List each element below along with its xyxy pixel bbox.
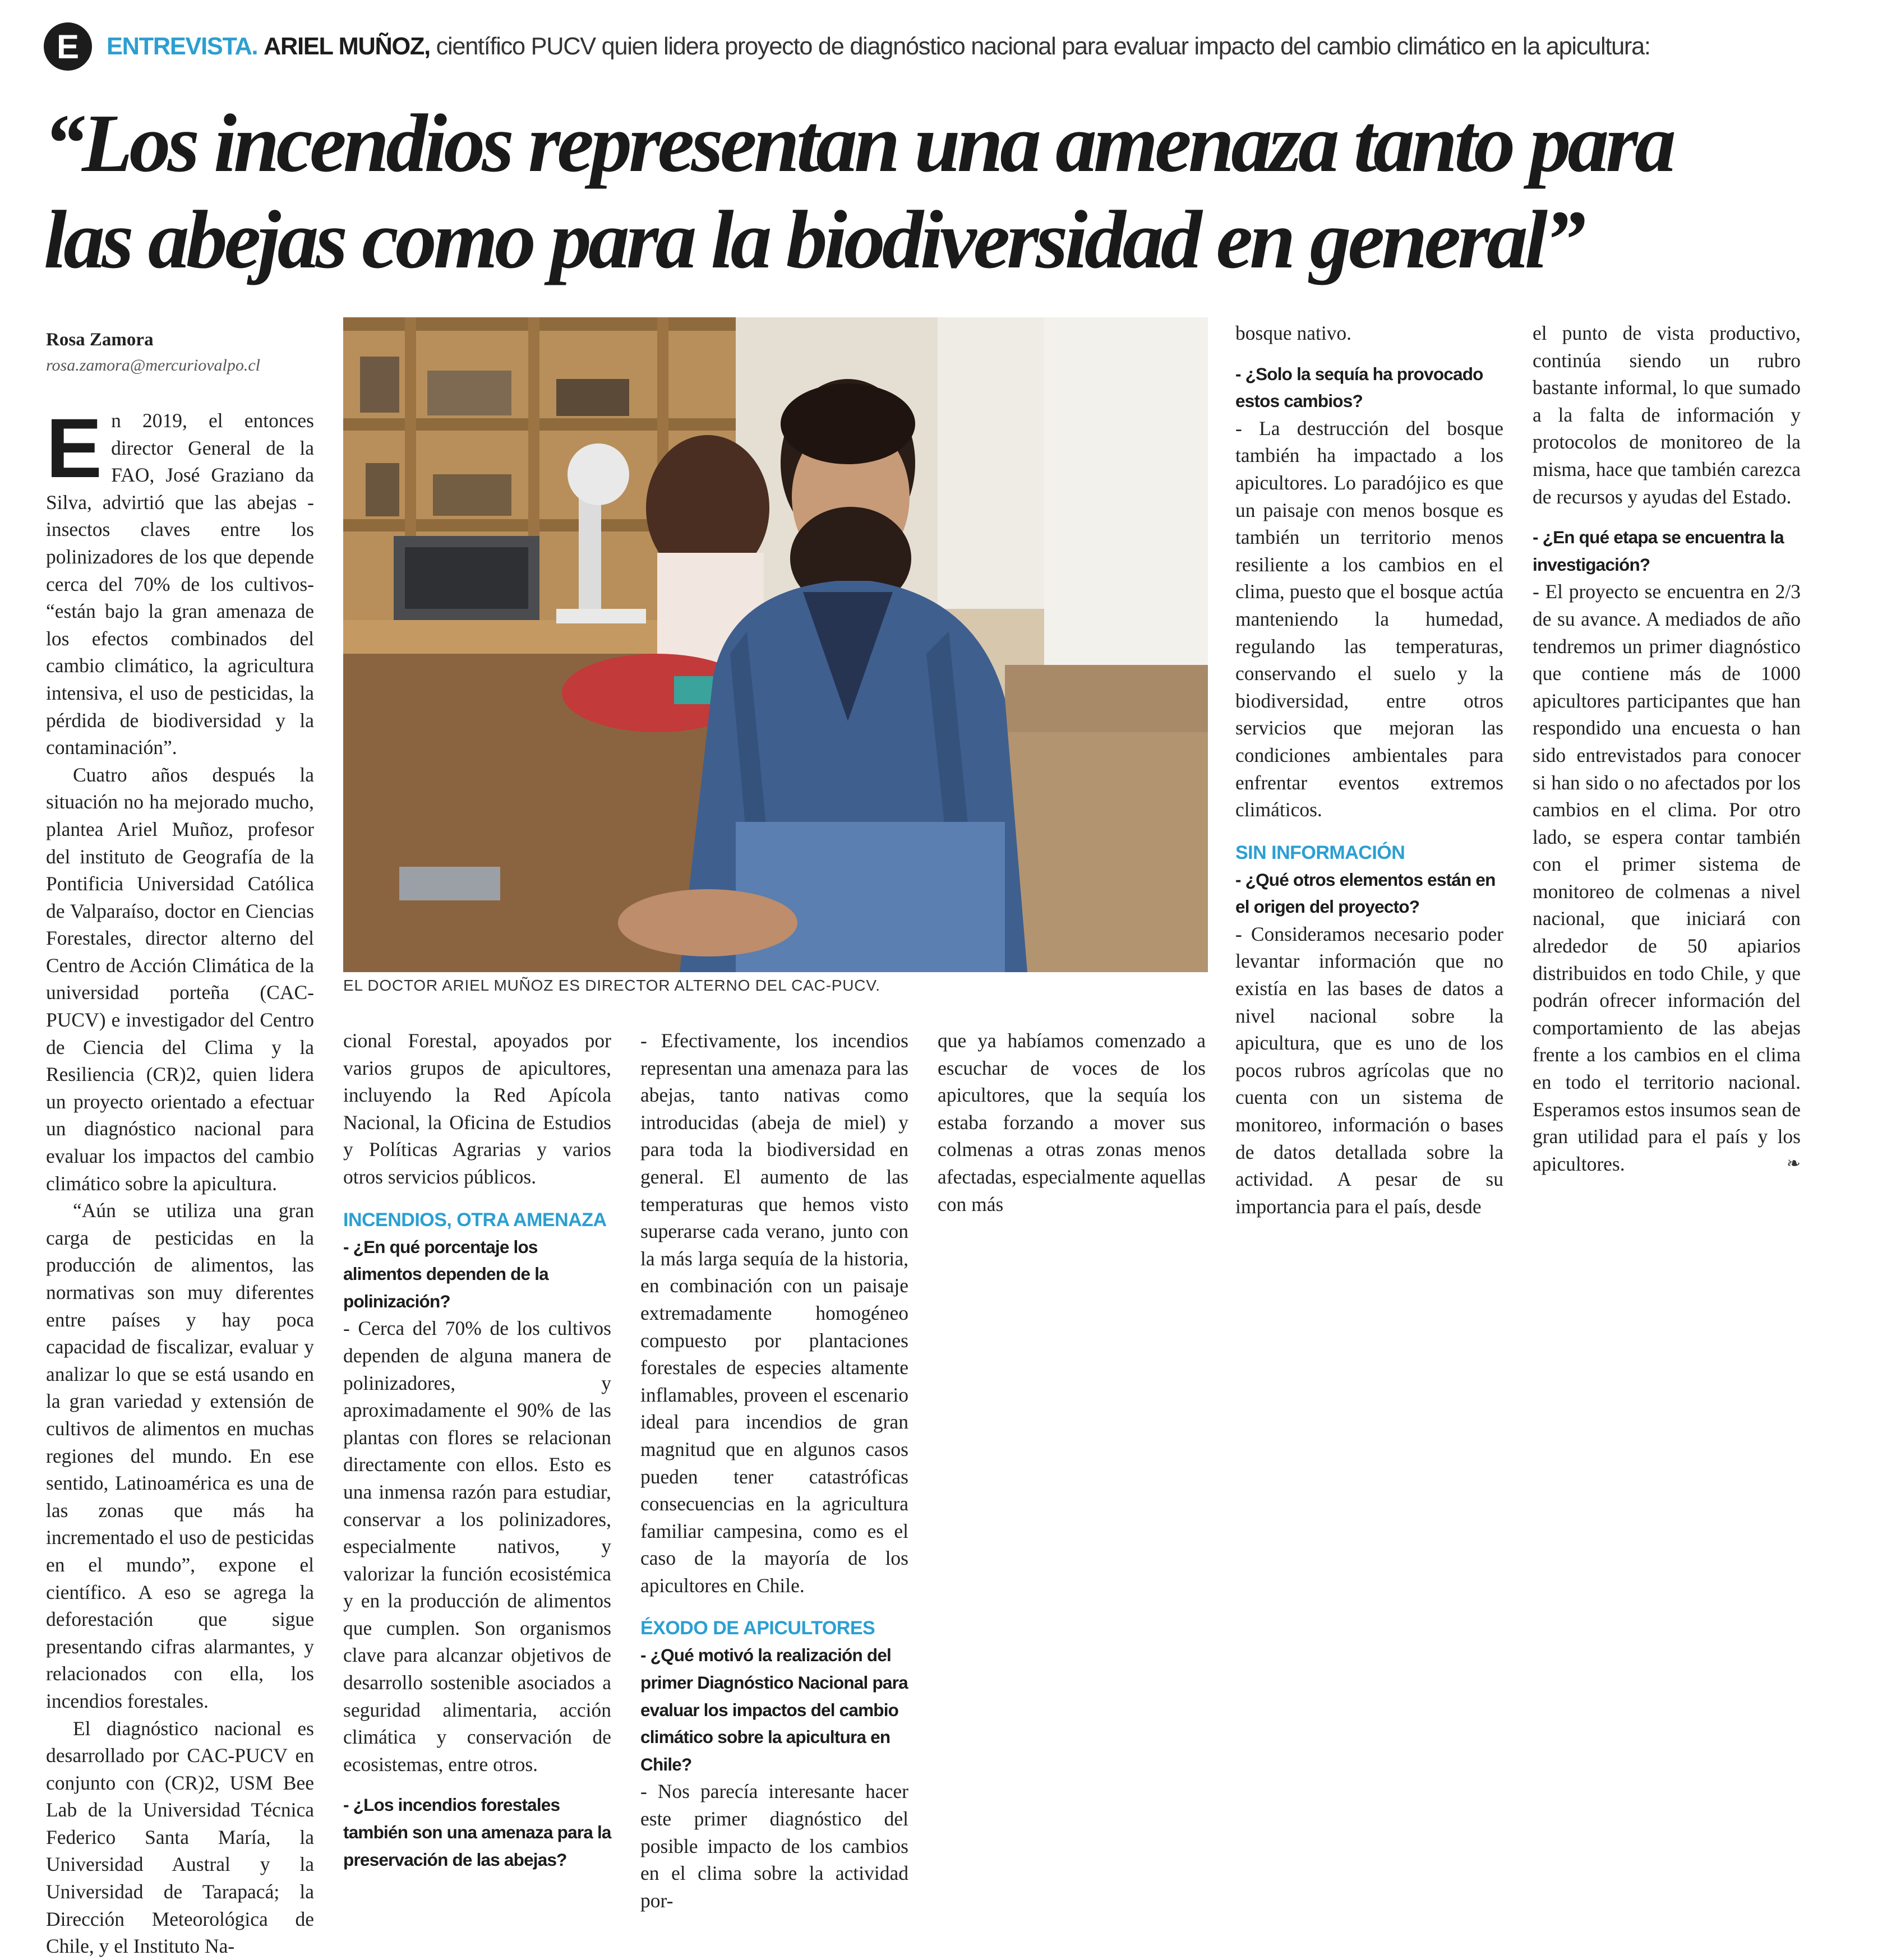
end-mark-icon: ❧: [1786, 1153, 1801, 1173]
question: - ¿Solo la sequía ha provocado estos cambios?: [1235, 363, 1483, 412]
photo-caption: EL DOCTOR ARIEL MUÑOZ ES DIRECTOR ALTERNO DEL CAC-PUCV.: [343, 977, 880, 994]
answer: - Efectivamente, los incendios representan una amenaza para las abejas, tanto nativas como introducidas (abeja de miel) y para toda la biodiversidad en general. El aumento de las temperaturas que hemos visto superarse cada verano, junto con la más larga sequía de la historia, en combinación con un paisaje extremadamente homogéneo compuesto por plantaciones forestales de especies altamente inflamables, proveen el escenario ideal para incendios de gran magnitud que en algunos casos pueden tener catastróficas consecuencias en la agricultura familiar campesina, como es el caso de la mayoría de los apicultores en Chile.: [640, 1029, 908, 1597]
paragraph: [46, 401, 314, 761]
article-column-5: [1235, 320, 1503, 1220]
paragraph: El diagnóstico nacional es desarrollado por CAC-PUCV en conjunto con (CR)2, USM Bee Lab de la Universidad Técnica Federico Santa María, la Universidad Austral y la Universidad de Tarapacá; la Dirección Meteorológica de Chile, y el Instituto Na-: [46, 1717, 314, 1958]
answer: - Cerca del 70% de los cultivos dependen de alguna manera de polinizadores, y aproximadamente el 90% de las plantas con flores se relacionan directamente con ellos. Esto es una inmensa razón para estudiar, conservar a los polinizadores, especialmente nativos, y valorizar la función ecosistémica y en la producción de alimentos que cumplen. Son organismos clave para alcanzar objetivos de desarrollo sostenible asociados a seguridad alimentaria, acción climática y conservación de ecosistemas, entre otros.: [343, 1317, 611, 1776]
subheading: INCENDIOS, OTRA AMENAZA: [343, 1209, 607, 1231]
author-email: rosa.zamora@mercuriovalpo.cl: [46, 356, 261, 375]
question: - ¿Qué otros elementos están en el origen del proyecto?: [1235, 869, 1496, 917]
article-column-3: [640, 1027, 908, 1914]
paragraph: cional Forestal, apoyados por varios grupos de apicultores, incluyendo la Red Apícola Nacional, la Oficina de Estudios y Políticas Agrarias y varios otros servicios públicos.: [343, 1029, 611, 1188]
article-column-4: [938, 1027, 1206, 1218]
paragraph: Cuatro años después la situación no ha mejorado mucho, plantea Ariel Muñoz, profesor del instituto de Geografía de la Pontificia Universidad Católica de Valparaíso, doctor en Ciencias Forestales, director alterno del Centro de Acción Climática de la universidad porteña (CAC-PUCV) e investigador del Centro de Ciencia del Clima y la Resiliencia (CR)2, quien lidera un proyecto orientado a efectuar un diagnóstico nacional para evaluar los impactos del cambio climático sobre la apicultura.: [46, 763, 314, 1195]
photo-illustration: [343, 317, 1208, 972]
author-name: Rosa Zamora: [46, 330, 154, 350]
answer: que ya habíamos comenzado a escuchar de voces de los apicultores, que la sequía los estaba forzando a mover sus colmenas a otras zonas menos afectadas, especialmente aquellas con más: [938, 1029, 1206, 1215]
answer: - Consideramos necesario poder levantar información que no existía en las bases de datos a nivel nacional sobre la apicultura, que es uno de los pocos rubros agrícolas que no cuenta con un sistema de monitoreo, información o bases de datos detallada sobre la actividad. A pesar de su importancia para el país, desde: [1235, 922, 1503, 1218]
article-column-6: [1533, 320, 1801, 1177]
question: - ¿Qué motivó la realización del primer Diagnóstico Nacional para evaluar los impactos del cambio climático sobre la apicultura en Chile?: [640, 1645, 908, 1774]
answer: [1533, 578, 1801, 1177]
kicker: [44, 21, 1849, 72]
headline: [44, 95, 1849, 288]
headline-line-2: las abejas como para la biodiversidad en general”: [44, 194, 1583, 286]
drop-cap: E: [46, 401, 103, 495]
headline-line-1: “Los incendios representan una amenaza tanto para: [44, 98, 1673, 189]
kicker-name: ARIEL MUÑOZ,: [264, 33, 430, 60]
byline: [46, 326, 315, 378]
subheading: ÉXODO DE APICULTORES: [640, 1617, 875, 1639]
question: - ¿En qué porcentaje los alimentos dependen de la polinización?: [343, 1236, 548, 1311]
article-photo: [343, 317, 1208, 972]
section-badge: E: [44, 22, 92, 71]
answer: el punto de vista productivo, continúa siendo un rubro bastante informal, lo que sumado a la falta de información y protocolos de monitoreo de la misma, hace que también carezca de recursos y ayudas del Estado.: [1533, 322, 1801, 508]
answer: bosque nativo.: [1235, 322, 1352, 344]
answer: - Nos parecía interesante hacer este primer diagnóstico del posible impacto de los cambios en el clima sobre la actividad por-: [640, 1780, 908, 1912]
answer-text: - El proyecto se encuentra en 2/3 de su avance. A mediados de año tendremos un primer diagnóstico que contiene más de 1000 apicultores participantes que han respondido una encuesta o han sido entrevistados para conocer si han sido o no afectados por los cambios en el clima. Por otro lado, se espera contar también con el primer sistema de monitoreo de colmenas a nivel nacional, que iniciará con alrededor de 50 apiarios distribuidos en todo Chile, y que podrán ofrecer información del comportamiento de las abejas frente a los cambios en el clima en todo el territorio nacional. Esperamos estos insumos sean de gran utilidad para el país y los apicultores.: [1533, 580, 1801, 1175]
question: - ¿En qué etapa se encuentra la investigación?: [1533, 527, 1784, 575]
kicker-description: científico PUCV quien lidera proyecto de diagnóstico nacional para evaluar impacto del cambio climático en la apicultura:: [436, 33, 1650, 60]
subheading: SIN INFORMACIÓN: [1235, 842, 1405, 863]
article-column-1: [46, 401, 314, 1960]
kicker-text: [107, 33, 1650, 61]
kicker-section: ENTREVISTA.: [107, 33, 258, 60]
question: - ¿Los incendios forestales también son una amenaza para la preservación de las abejas?: [343, 1795, 611, 1870]
article-column-2: [343, 1027, 611, 1873]
answer: - La destrucción del bosque también ha impactado a los apicultores. Lo paradójico es que un paisaje con menos bosque es también un territorio menos resiliente a los cambios en el clima, puesto que el bosque actúa manteniendo la humedad, regulando las temperaturas, conservando el suelo y la biodiversidad, entre otros servicios que mejoran las condiciones ambientales para enfrentar eventos extremos climáticos.: [1235, 417, 1503, 821]
paragraph: “Aún se utiliza una gran carga de pesticidas en la producción de alimentos, las normativas son muy diferentes entre países y hay poca capacidad de fiscalizar, evaluar y analizar lo que se está usando en la gran variedad y extensión de cultivos de alimentos en muchas regiones del mundo. En ese sentido, Latinoamérica es una de las zonas que más ha incrementado el uso de pesticidas en el mundo”, expone el científico. A eso se agrega la deforestación que sigue presentando cifras alarmantes, y relacionados con ella, los incendios forestales.: [46, 1199, 314, 1712]
paragraph-text: n 2019, el entonces director General de la FAO, José Graziano da Silva, advirtió que las abejas -insectos claves entre los polinizadores de los que depende cerca del 70% de los cultivos- “están bajo la gran amenaza de los efectos combinados del cambio climático, la agricultura intensiva, el uso de pesticidas, la pérdida de biodiversidad y la contaminación”.: [46, 409, 314, 759]
